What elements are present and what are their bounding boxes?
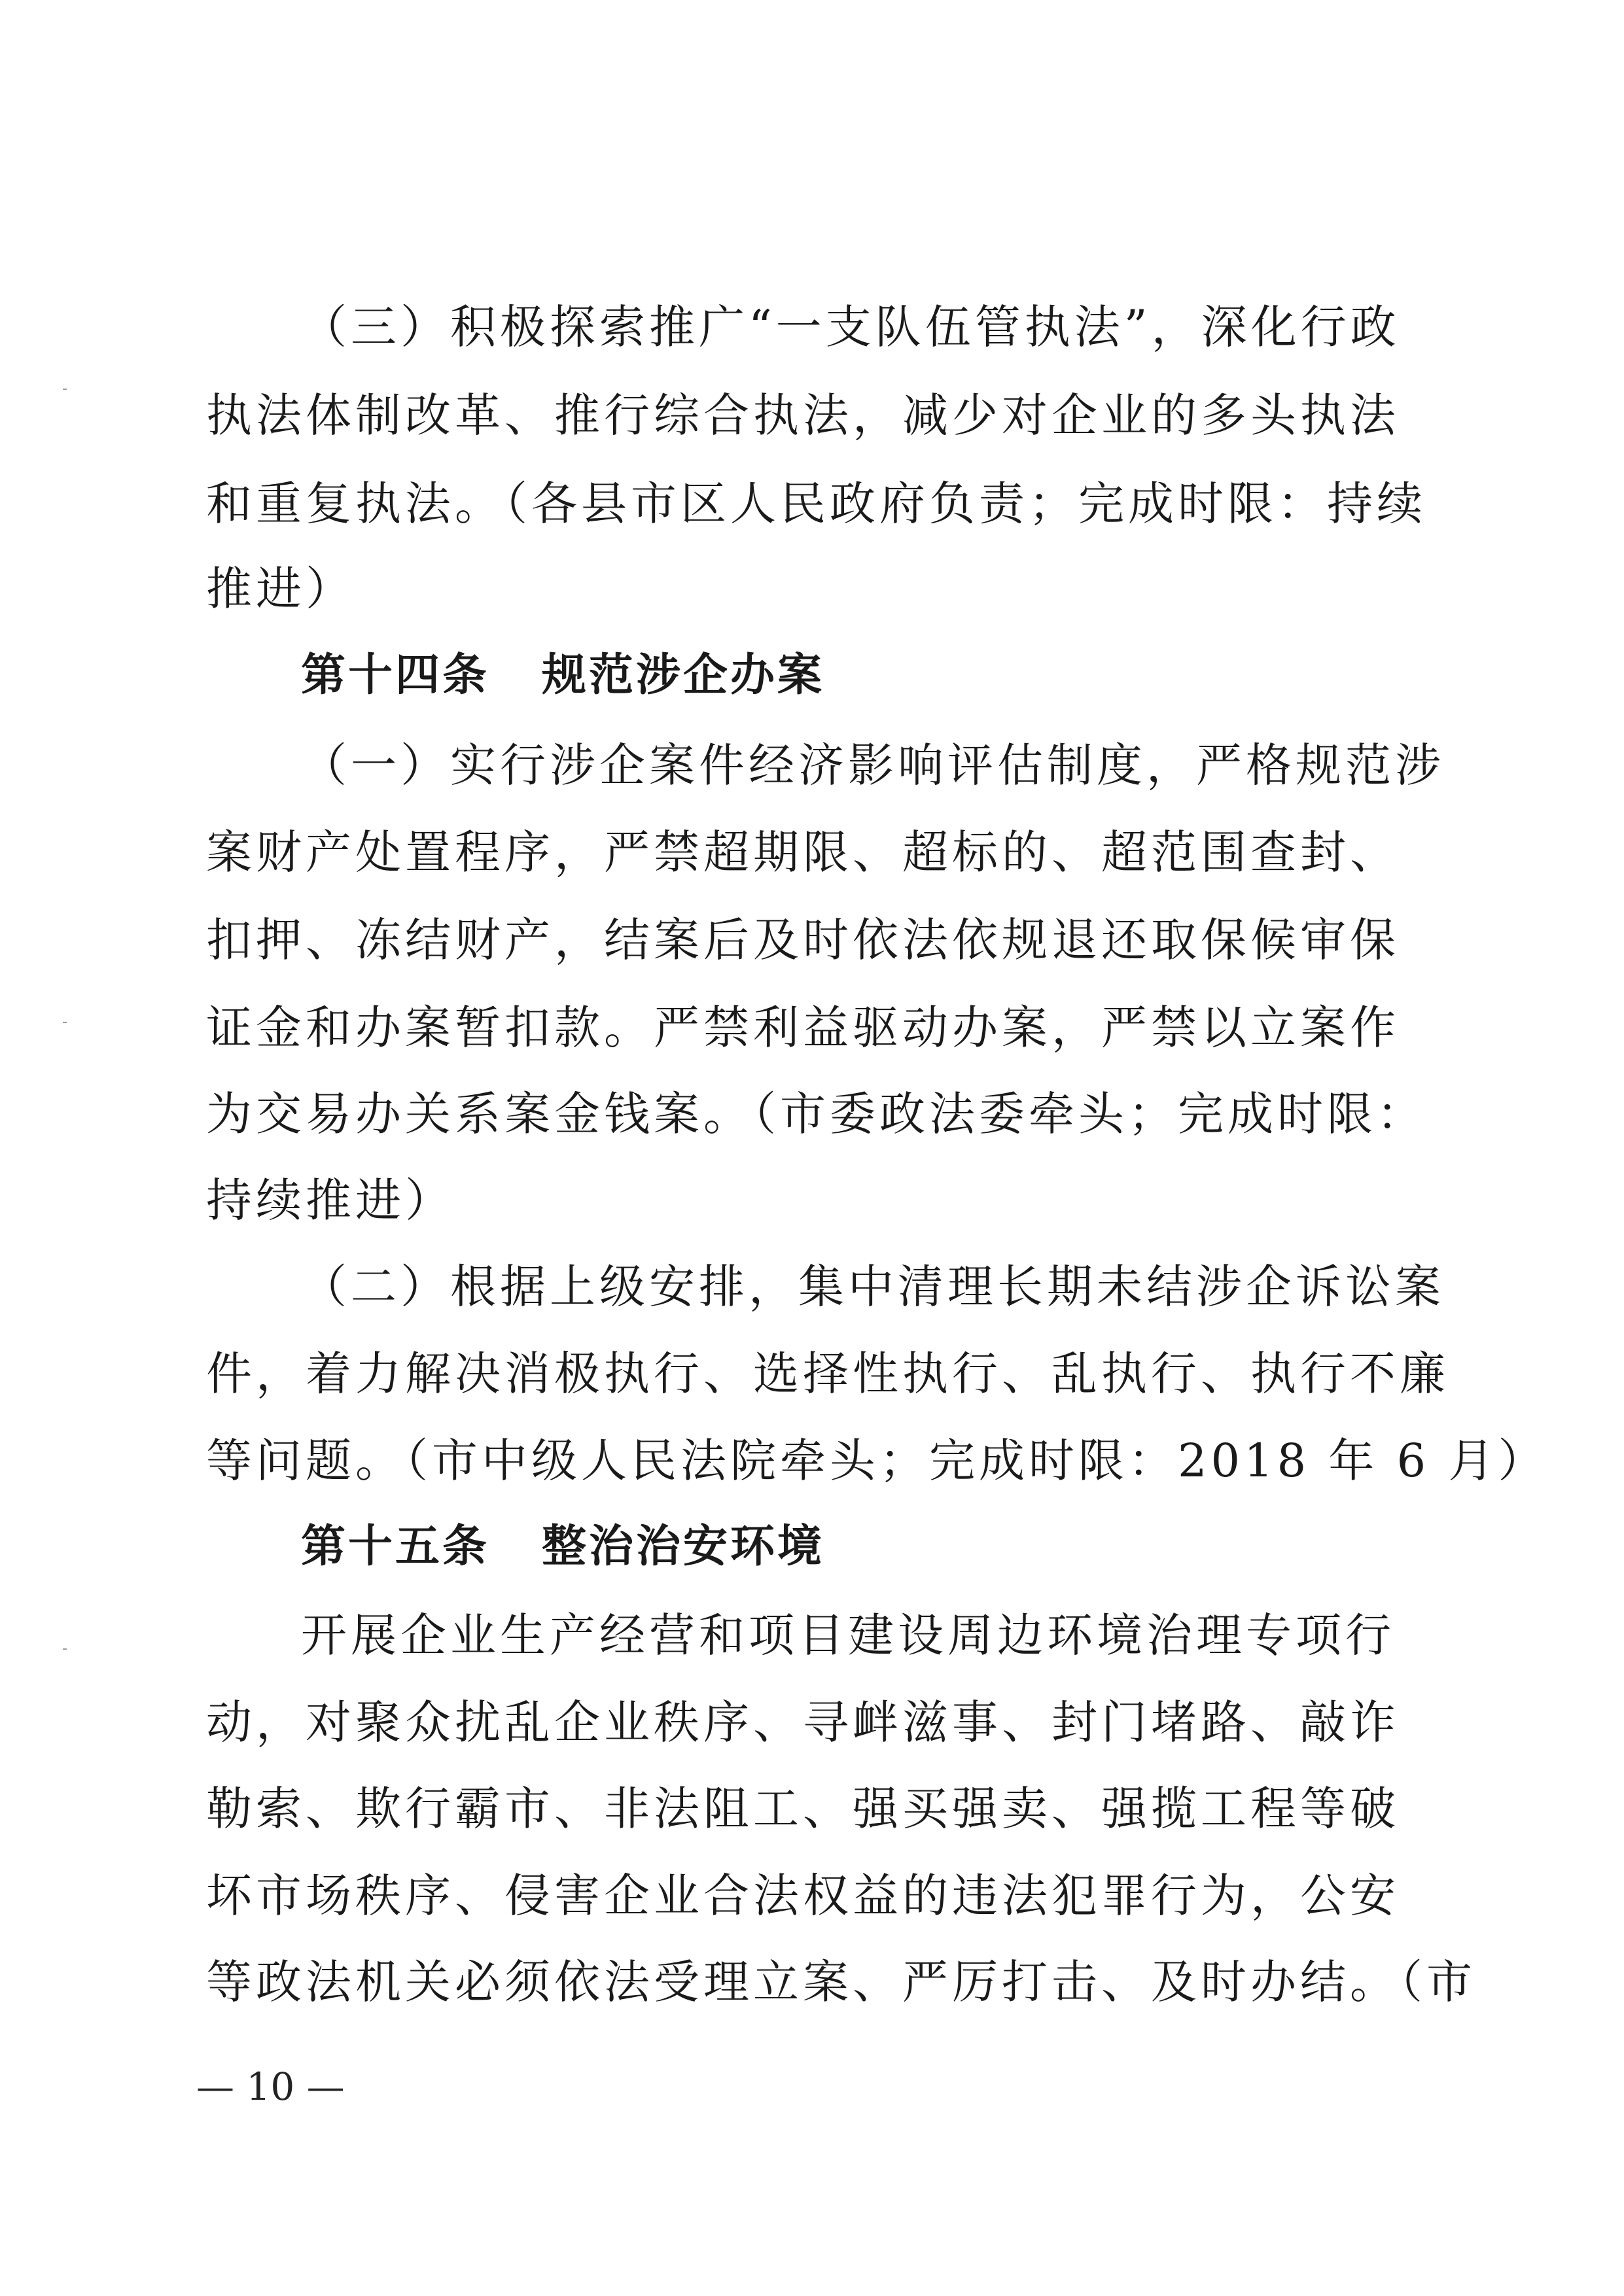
paragraph-line: 和重复执法。（各县市区人民政府负责；完成时限：持续 xyxy=(206,477,1426,531)
article-heading xyxy=(301,1518,824,1576)
paragraph-line: 等问题。（市中级人民法院牵头；完成时限：2018 年 6 月） xyxy=(206,1434,1548,1487)
article-number: 第十四条 xyxy=(301,650,490,701)
article-number: 第十五条 xyxy=(301,1521,490,1573)
scan-mark xyxy=(63,1022,67,1023)
paragraph-line: 等政法机关必须依法受理立案、严厉打击、及时办结。（市 xyxy=(206,1955,1476,2009)
paragraph-line: 勒索、欺行霸市、非法阻工、强买强卖、强揽工程等破 xyxy=(206,1782,1400,1835)
paragraph-line: 坏市场秩序、侵害企业合法权益的违法犯罪行为，公安 xyxy=(206,1869,1400,1922)
paragraph-line: 扣押、冻结财产，结案后及时依法依规退还取保候审保 xyxy=(206,913,1400,967)
scan-mark xyxy=(63,389,67,390)
paragraph-line: 为交易办关系案金钱案。（市委政法委牵头；完成时限： xyxy=(206,1087,1426,1141)
paragraph-line: 证金和办案暂扣款。严禁利益驱动办案，严禁以立案作 xyxy=(206,1001,1400,1054)
paragraph-line: 推进） xyxy=(206,562,355,616)
paragraph-line: （三）积极探索推广“一支队伍管执法”，深化行政 xyxy=(301,300,1400,354)
article-title: 规范涉企办案 xyxy=(542,650,825,701)
article-heading xyxy=(301,646,824,705)
paragraph-line: 持续推进） xyxy=(206,1174,455,1227)
paragraph-line: 动，对聚众扰乱企业秩序、寻衅滋事、封门堵路、敲诈 xyxy=(206,1696,1400,1749)
paragraph-line: 开展企业生产经营和项目建设周边环境治理专项行 xyxy=(301,1609,1395,1662)
page-number: — 10 — xyxy=(196,2064,345,2109)
paragraph-line: 件，着力解决消极执行、选择性执行、乱执行、执行不廉 xyxy=(206,1347,1449,1400)
scan-mark xyxy=(63,1648,67,1650)
paragraph-line: 执法体制改革、推行综合执法，减少对企业的多头执法 xyxy=(206,389,1400,442)
paragraph-line: （二）根据上级安排，集中清理长期未结涉企诉讼案 xyxy=(301,1260,1445,1313)
paragraph-line: （一）实行涉企案件经济影响评估制度，严格规范涉 xyxy=(301,739,1445,792)
paragraph-line: 案财产处置程序，严禁超期限、超标的、超范围查封、 xyxy=(206,826,1400,879)
article-title: 整治治安环境 xyxy=(542,1521,825,1573)
